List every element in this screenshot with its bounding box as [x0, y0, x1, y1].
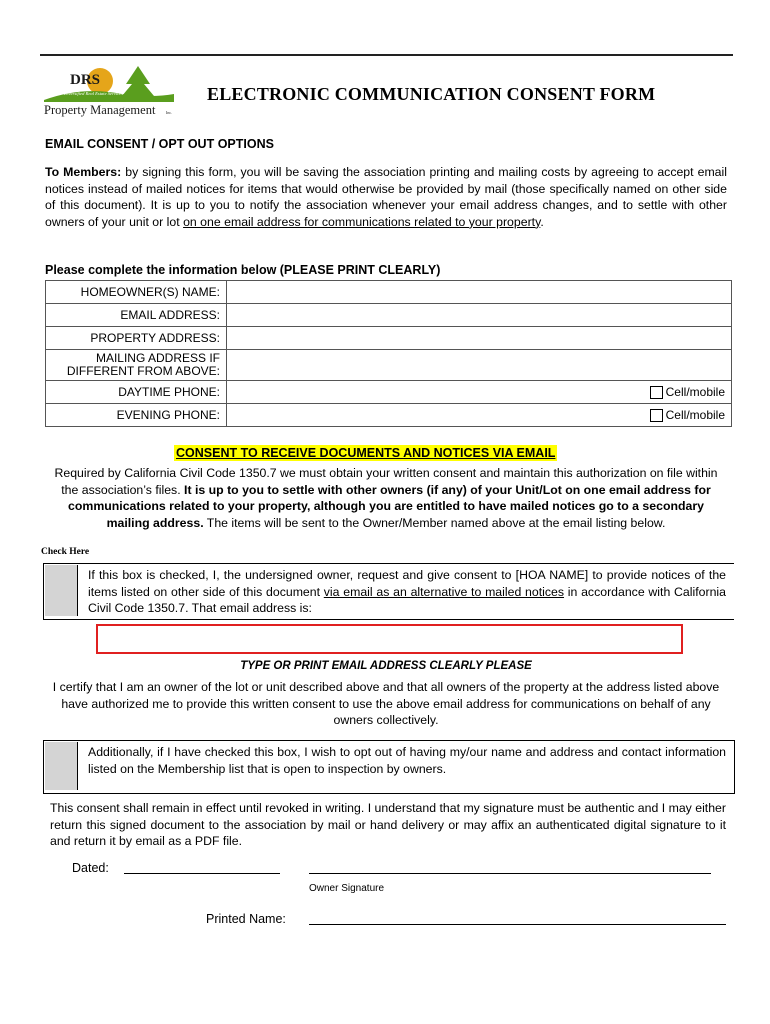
logo-suffix: Inc.	[166, 110, 173, 115]
opt-out-text: Additionally, if I have checked this box, I wish to opt out of having my/our name and address and contact information listed on the Membership list that is open to inspection by owners.	[88, 745, 726, 776]
top-rule	[40, 54, 733, 56]
homeowner-label: HOMEOWNER(S) NAME:	[46, 281, 227, 304]
logo-company: Property Management	[44, 103, 156, 117]
mailing-address-field[interactable]	[227, 350, 732, 381]
email-consent-checkbox[interactable]	[45, 565, 78, 616]
consent-bold: It is up to you to settle with other owners (if any) of your Unit/Lot on one email address for communications related to your property, although you are entitled to have mailed notices go to a secondary mailing address.	[68, 482, 711, 530]
email-options-heading: EMAIL CONSENT / OPT OUT OPTIONS	[45, 137, 274, 151]
logo-initials: DRS	[70, 72, 101, 88]
check-here-label: Check Here	[41, 547, 90, 557]
email-label: EMAIL ADDRESS:	[46, 304, 227, 327]
evening-cell-checkbox[interactable]	[650, 409, 663, 422]
mailing-label: MAILING ADDRESS IF DIFFERENT FROM ABOVE:	[46, 350, 227, 381]
daytime-phone-field[interactable]	[227, 381, 732, 404]
info-heading: Please complete the information below (PLEASE PRINT CLEARLY)	[45, 263, 441, 277]
members-paragraph	[45, 164, 727, 230]
owner-info-table	[45, 280, 732, 427]
option1-part1: If this box is checked, I, the undersigned owner, request and give consent to [HOA NAME] to provide notices of the items listed on other side of this document	[88, 568, 726, 599]
daytime-cell-option[interactable]	[650, 385, 725, 399]
members-underlined: on one email address for communications related to your property	[183, 214, 541, 229]
members-end: .	[540, 214, 544, 229]
daytime-label: DAYTIME PHONE:	[46, 381, 227, 404]
owner-signature-label: Owner Signature	[309, 883, 385, 894]
daytime-cell-checkbox[interactable]	[650, 386, 663, 399]
table-row	[46, 404, 732, 427]
table-row	[46, 327, 732, 350]
printed-name-field[interactable]	[309, 924, 726, 925]
revocation-paragraph: This consent shall remain in effect until revoked in writing. I understand that my signature must be authentic and I may either return this signed document to the association by mail or hand delivery or may affix an authenticated digital signature to it and return it by email as a PDF file.	[50, 801, 726, 849]
certify-paragraph: I certify that I am an owner of the lot or unit described above and that all owners of the property at the address listed above have authorized me to provide this written consent to use the above email address for communications on behalf of any owners collectively.	[52, 680, 720, 728]
dated-label: Dated:	[72, 861, 109, 875]
consent-heading: CONSENT TO RECEIVE DOCUMENTS AND NOTICES VIA EMAIL	[176, 446, 556, 460]
members-lead: To Members:	[45, 165, 122, 179]
evening-cell-label: Cell/mobile	[665, 408, 725, 422]
company-logo	[42, 64, 180, 120]
option1-underlined: via email as an alternative to mailed notices	[323, 584, 565, 599]
table-row	[46, 281, 732, 304]
email-consent-text	[88, 567, 726, 617]
form-title: ELECTRONIC COMMUNICATION CONSENT FORM	[207, 84, 656, 104]
evening-cell-option[interactable]	[650, 408, 725, 422]
tree-icon	[122, 66, 154, 96]
consent-part1: Required by California Civil Code 1350.7 we must obtain your written consent and maintain this authorization on file within the association’s files.	[54, 466, 718, 497]
email-instruction: TYPE OR PRINT EMAIL ADDRESS CLEARLY PLEASE	[240, 660, 532, 672]
consent-part2: The items will be sent to the Owner/Member named above at the email listing below.	[203, 515, 666, 530]
logo-tagline: Diversified Real Estate Services	[64, 91, 124, 96]
dated-field[interactable]	[124, 873, 280, 874]
table-row	[46, 350, 732, 381]
property-label: PROPERTY ADDRESS:	[46, 327, 227, 350]
homeowner-name-field[interactable]	[227, 281, 732, 304]
owner-signature-field[interactable]	[309, 873, 711, 874]
consent-email-input[interactable]	[96, 624, 683, 654]
evening-phone-field[interactable]	[227, 404, 732, 427]
table-row	[46, 304, 732, 327]
email-address-field[interactable]	[227, 304, 732, 327]
table-row	[46, 381, 732, 404]
members-text: by signing this form, you will be saving the association printing and mailing costs by agreeing to accept email notices instead of mailed notices for items that would otherwise be provided by mail (those specifically named on other side of this document). It is up to you to notify the association whenever your email address changes, and to settle with other owners of your unit or lot	[45, 165, 727, 229]
opt-out-checkbox[interactable]	[45, 742, 78, 790]
option1-part2: in accordance with California Civil Code 1350.7. That email address is:	[88, 584, 726, 616]
property-address-field[interactable]	[227, 327, 732, 350]
evening-label: EVENING PHONE:	[46, 404, 227, 427]
daytime-cell-label: Cell/mobile	[665, 385, 725, 399]
consent-paragraph	[45, 465, 727, 531]
printed-name-label: Printed Name:	[206, 912, 286, 926]
